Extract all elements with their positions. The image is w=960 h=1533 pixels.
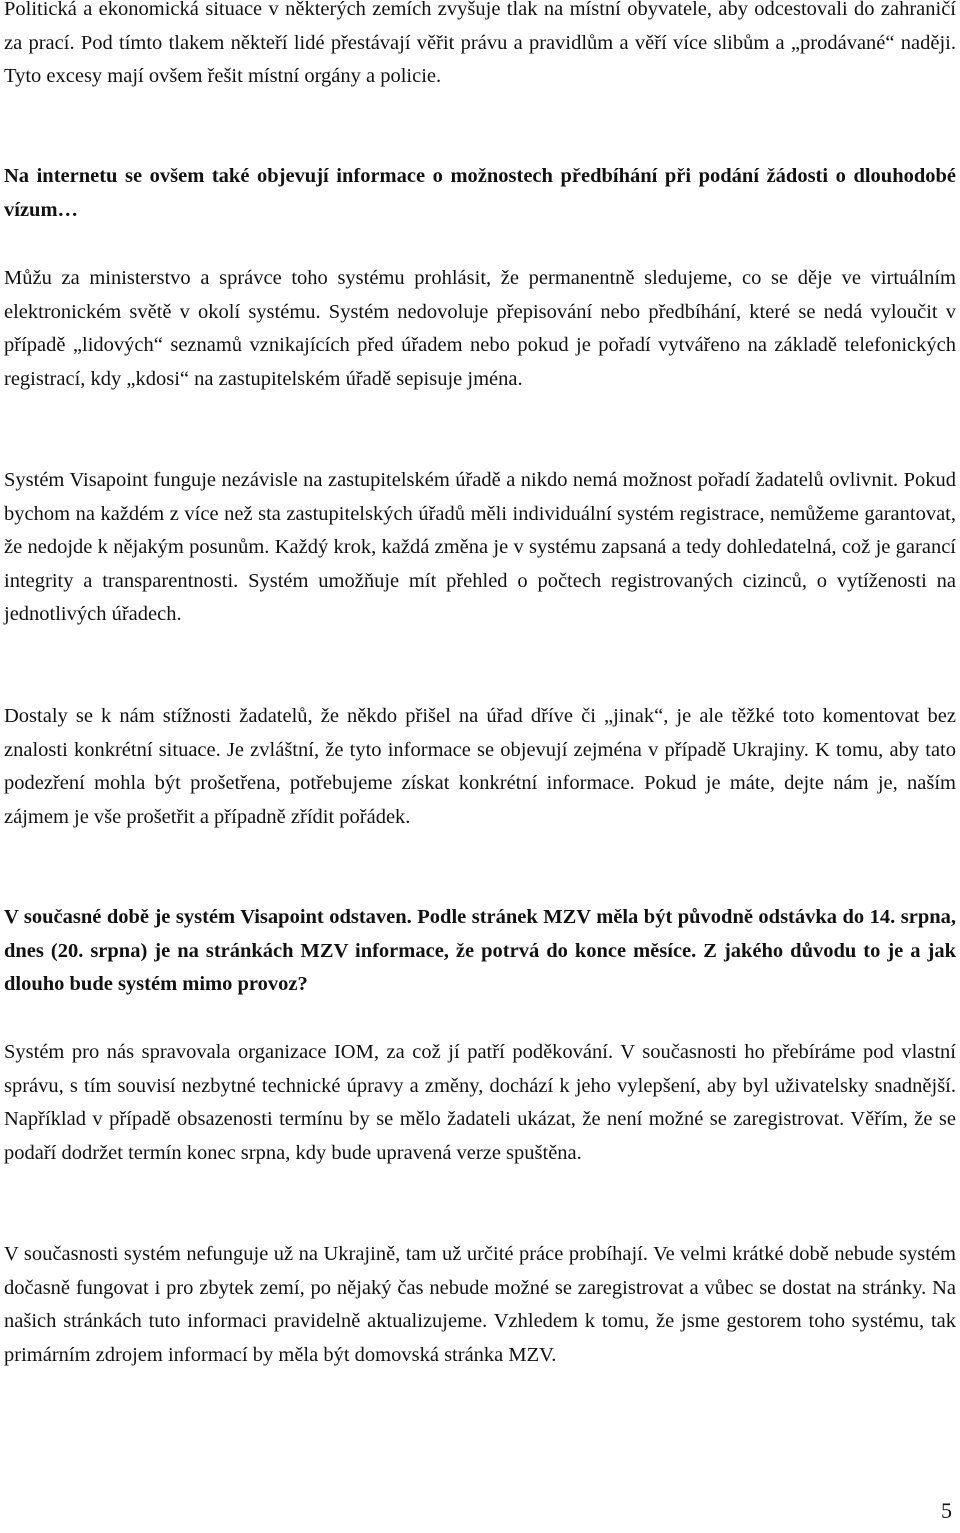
question-heading-1: Na internetu se ovšem také objevují informace o možnostech předbíhání při podání žádosti o dlouhodobé vízum… xyxy=(4,165,956,221)
paragraph-answer-4: Systém pro nás spravovala organizace IOM, za což jí patří poděkování. V současnosti ho přebíráme pod vlastní správu, s tím souvisí nezbytné technické úpravy a změny, dochází k jeho vylepšení, aby byl uživatelsky snadnější. Například v případě obsazenosti termínu by se mělo žadateli ukázat, že není možné se zaregistrovat. Věřím, že se podaří dodržet termín konec srpna, kdy bude upravená verze spuštěna. xyxy=(4,1041,956,1164)
paragraph-answer-2: Systém Visapoint funguje nezávisle na zastupitelském úřadě a nikdo nemá možnost pořadí žadatelů ovlivnit. Pokud bychom na každém z více než sta zastupitelských úřadů měli individuální systém registrace, nemůžeme garantovat, že nedojde k nějakým posunům. Každý krok, každá změna je v systému zapsaná a tedy dohledatelná, což je garancí integrity a transparentnosti. Systém umožňuje mít přehled o počtech registrovaných cizinců, o vytíženosti na jednotlivých úřadech. xyxy=(4,469,956,626)
page-number: 5 xyxy=(941,1498,952,1523)
paragraph-answer-5: V současnosti systém nefunguje už na Ukrajině, tam už určité práce probíhají. Ve velmi krátké době nebude systém dočasně fungovat i pro zbytek zemí, po nějaký čas nebude možné se zaregistrovat a vůbec se dostat na stránky. Na našich stránkách tuto informaci pravidelně aktualizujeme. Vzhledem k tomu, že jsme gestorem toho systému, tak primárním zdrojem informací by měla být domovská stránka MZV. xyxy=(4,1243,956,1366)
paragraph-answer-3: Dostaly se k nám stížnosti žadatelů, že někdo přišel na úřad dříve či „jinak“, je ale těžké toto komentovat bez znalosti konkrétní situace. Je zvláštní, že tyto informace se objevují zejména v případě Ukrajiny. K tomu, aby tato podezření mohla být prošetřena, potřebujeme získat konkrétní informace. Pokud je máte, dejte nám je, naším zájmem je vše prošetřit a případně zřídit pořádek. xyxy=(4,705,956,828)
paragraph-intro: Politická a ekonomická situace v některých zemích zvyšuje tlak na místní obyvatele, aby odcestovali do zahraničí za prací. Pod tímto tlakem někteří lidé přestávají věřit právu a pravidlům a věří více slibům a „prodávané“ naději. Tyto excesy mají ovšem řešit místní orgány a policie. xyxy=(4,0,956,88)
question-heading-2: V současné době je systém Visapoint odstaven. Podle stránek MZV měla být původně odstávka do 14. srpna, dnes (20. srpna) je na stránkách MZV informace, že potrvá do konce měsíce. Z jakého důvodu to je a jak dlouho bude systém mimo provoz? xyxy=(4,906,956,996)
paragraph-answer-1: Můžu za ministerstvo a správce toho systému prohlásit, že permanentně sledujeme, co se děje ve virtuálním elektronickém světě v okolí systému. Systém nedovoluje přepisování nebo předbíhání, které se nedá vyloučit v případě „lidových“ seznamů vznikajících před úřadem nebo pokud je pořadí vytvářeno na základě telefonických registrací, kdy „kdosi“ na zastupitelském úřadě sepisuje jména. xyxy=(4,267,956,390)
